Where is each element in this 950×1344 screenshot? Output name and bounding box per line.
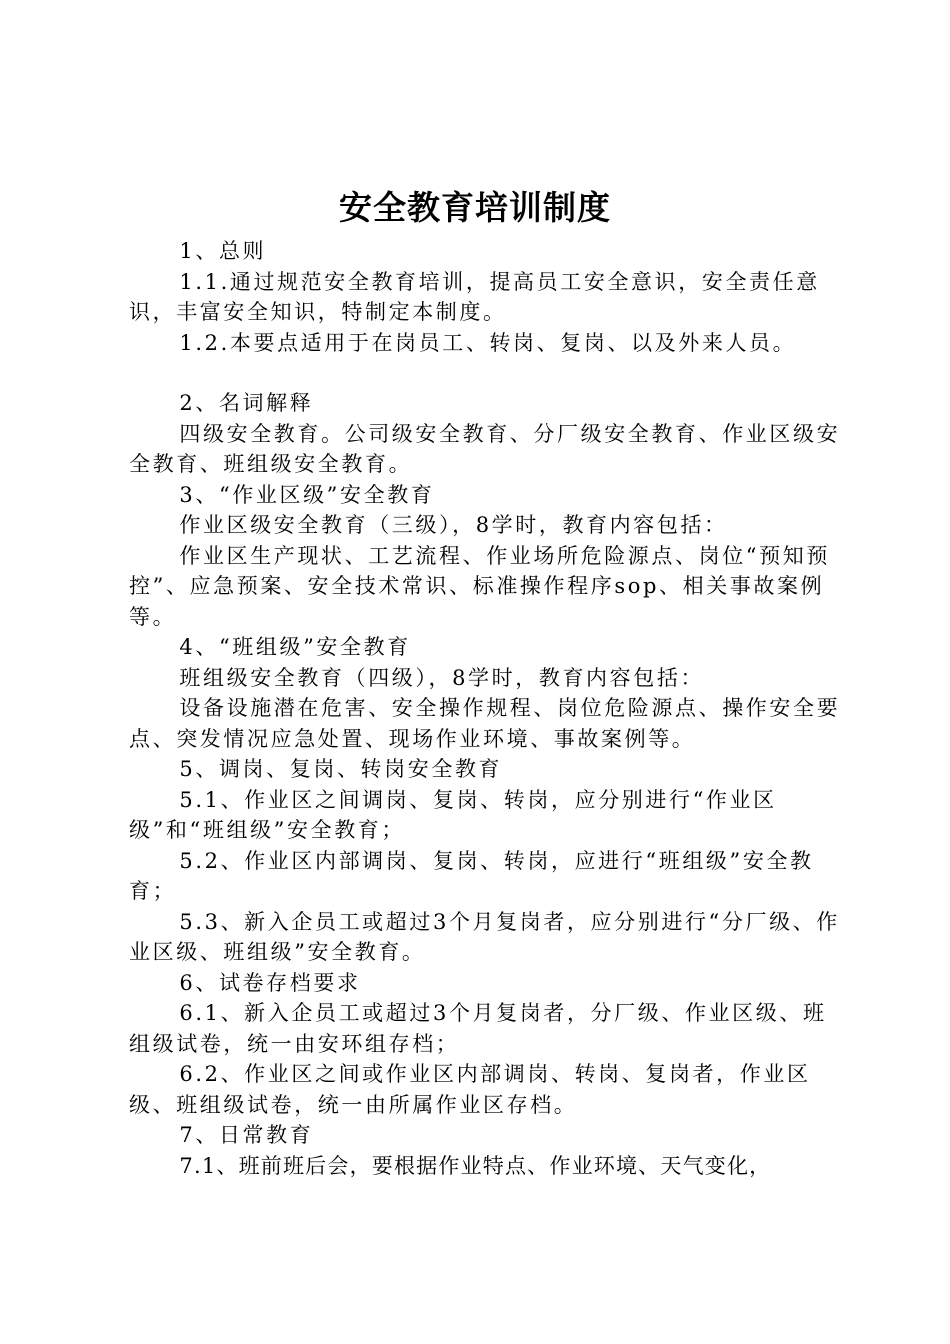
paragraph-1-2: 1.2.本要点适用于在岗员工、转岗、复岗、以及外来人员。 <box>179 330 797 355</box>
paragraph-1-1: 1.1.通过规范安全教育培训，提高员工安全意识，安全责任意识，丰富安全知识，特制定本制度。 <box>129 269 820 324</box>
section-heading-team: 4、“班组级”安全教育 <box>179 635 411 659</box>
paragraph-5-2: 5.2、作业区内部调岗、复岗、转岗，应进行“班组级”安全教育； <box>129 848 814 903</box>
paragraph-5-1: 5.1、作业区之间调岗、复岗、转岗，应分别进行“作业区级”和“班组级”安全教育； <box>129 787 777 842</box>
paragraph-7-1: 7.1、班前班后会，要根据作业特点、作业环境、天气变化， <box>179 1153 772 1178</box>
section-heading-definitions: 2、名词解释 <box>179 391 314 415</box>
document-body <box>129 236 849 1181</box>
paragraph-5-3: 5.3、新入企员工或超过3个月复岗者，应分别进行“分厂级、作业区级、班组级”安全教育。 <box>129 909 840 964</box>
document-title: 安全教育培训制度 <box>339 188 611 227</box>
paragraph-team-intro: 班组级安全教育（四级），8学时，教育内容包括： <box>179 665 705 690</box>
paragraph-work-area-content: 作业区生产现状、工艺流程、作业场所危险源点、岗位“预知预控”、应急预案、安全技术常识、标准操作程序sop、相关事故案例等。 <box>129 543 830 629</box>
section-heading-daily: 7、日常教育 <box>179 1123 314 1147</box>
section-heading-archive: 6、试卷存档要求 <box>179 970 361 995</box>
section-heading-general: 1、总则 <box>179 239 267 263</box>
section-heading-transfer: 5、调岗、复岗、转岗安全教育 <box>179 757 503 781</box>
section-heading-work-area: 3、“作业区级”安全教育 <box>179 482 435 507</box>
paragraph-6-1: 6.1、新入企员工或超过3个月复岗者，分厂级、作业区级、班组级试卷，统一由安环组存档； <box>129 1001 827 1056</box>
paragraph-team-content: 设备设施潜在危害、安全操作规程、岗位危险源点、操作安全要点、突发情况应急处置、现场作业环境、事故案例等。 <box>129 696 841 751</box>
paragraph-work-area-intro: 作业区级安全教育（三级），8学时，教育内容包括： <box>179 513 728 537</box>
paragraph-6-2: 6.2、作业区之间或作业区内部调岗、转岗、复岗者，作业区级、班组级试卷，统一由所属作业区存档。 <box>129 1062 811 1117</box>
paragraph-definitions: 四级安全教育。公司级安全教育、分厂级安全教育、作业区级安全教育、班组级安全教育。 <box>129 421 841 476</box>
